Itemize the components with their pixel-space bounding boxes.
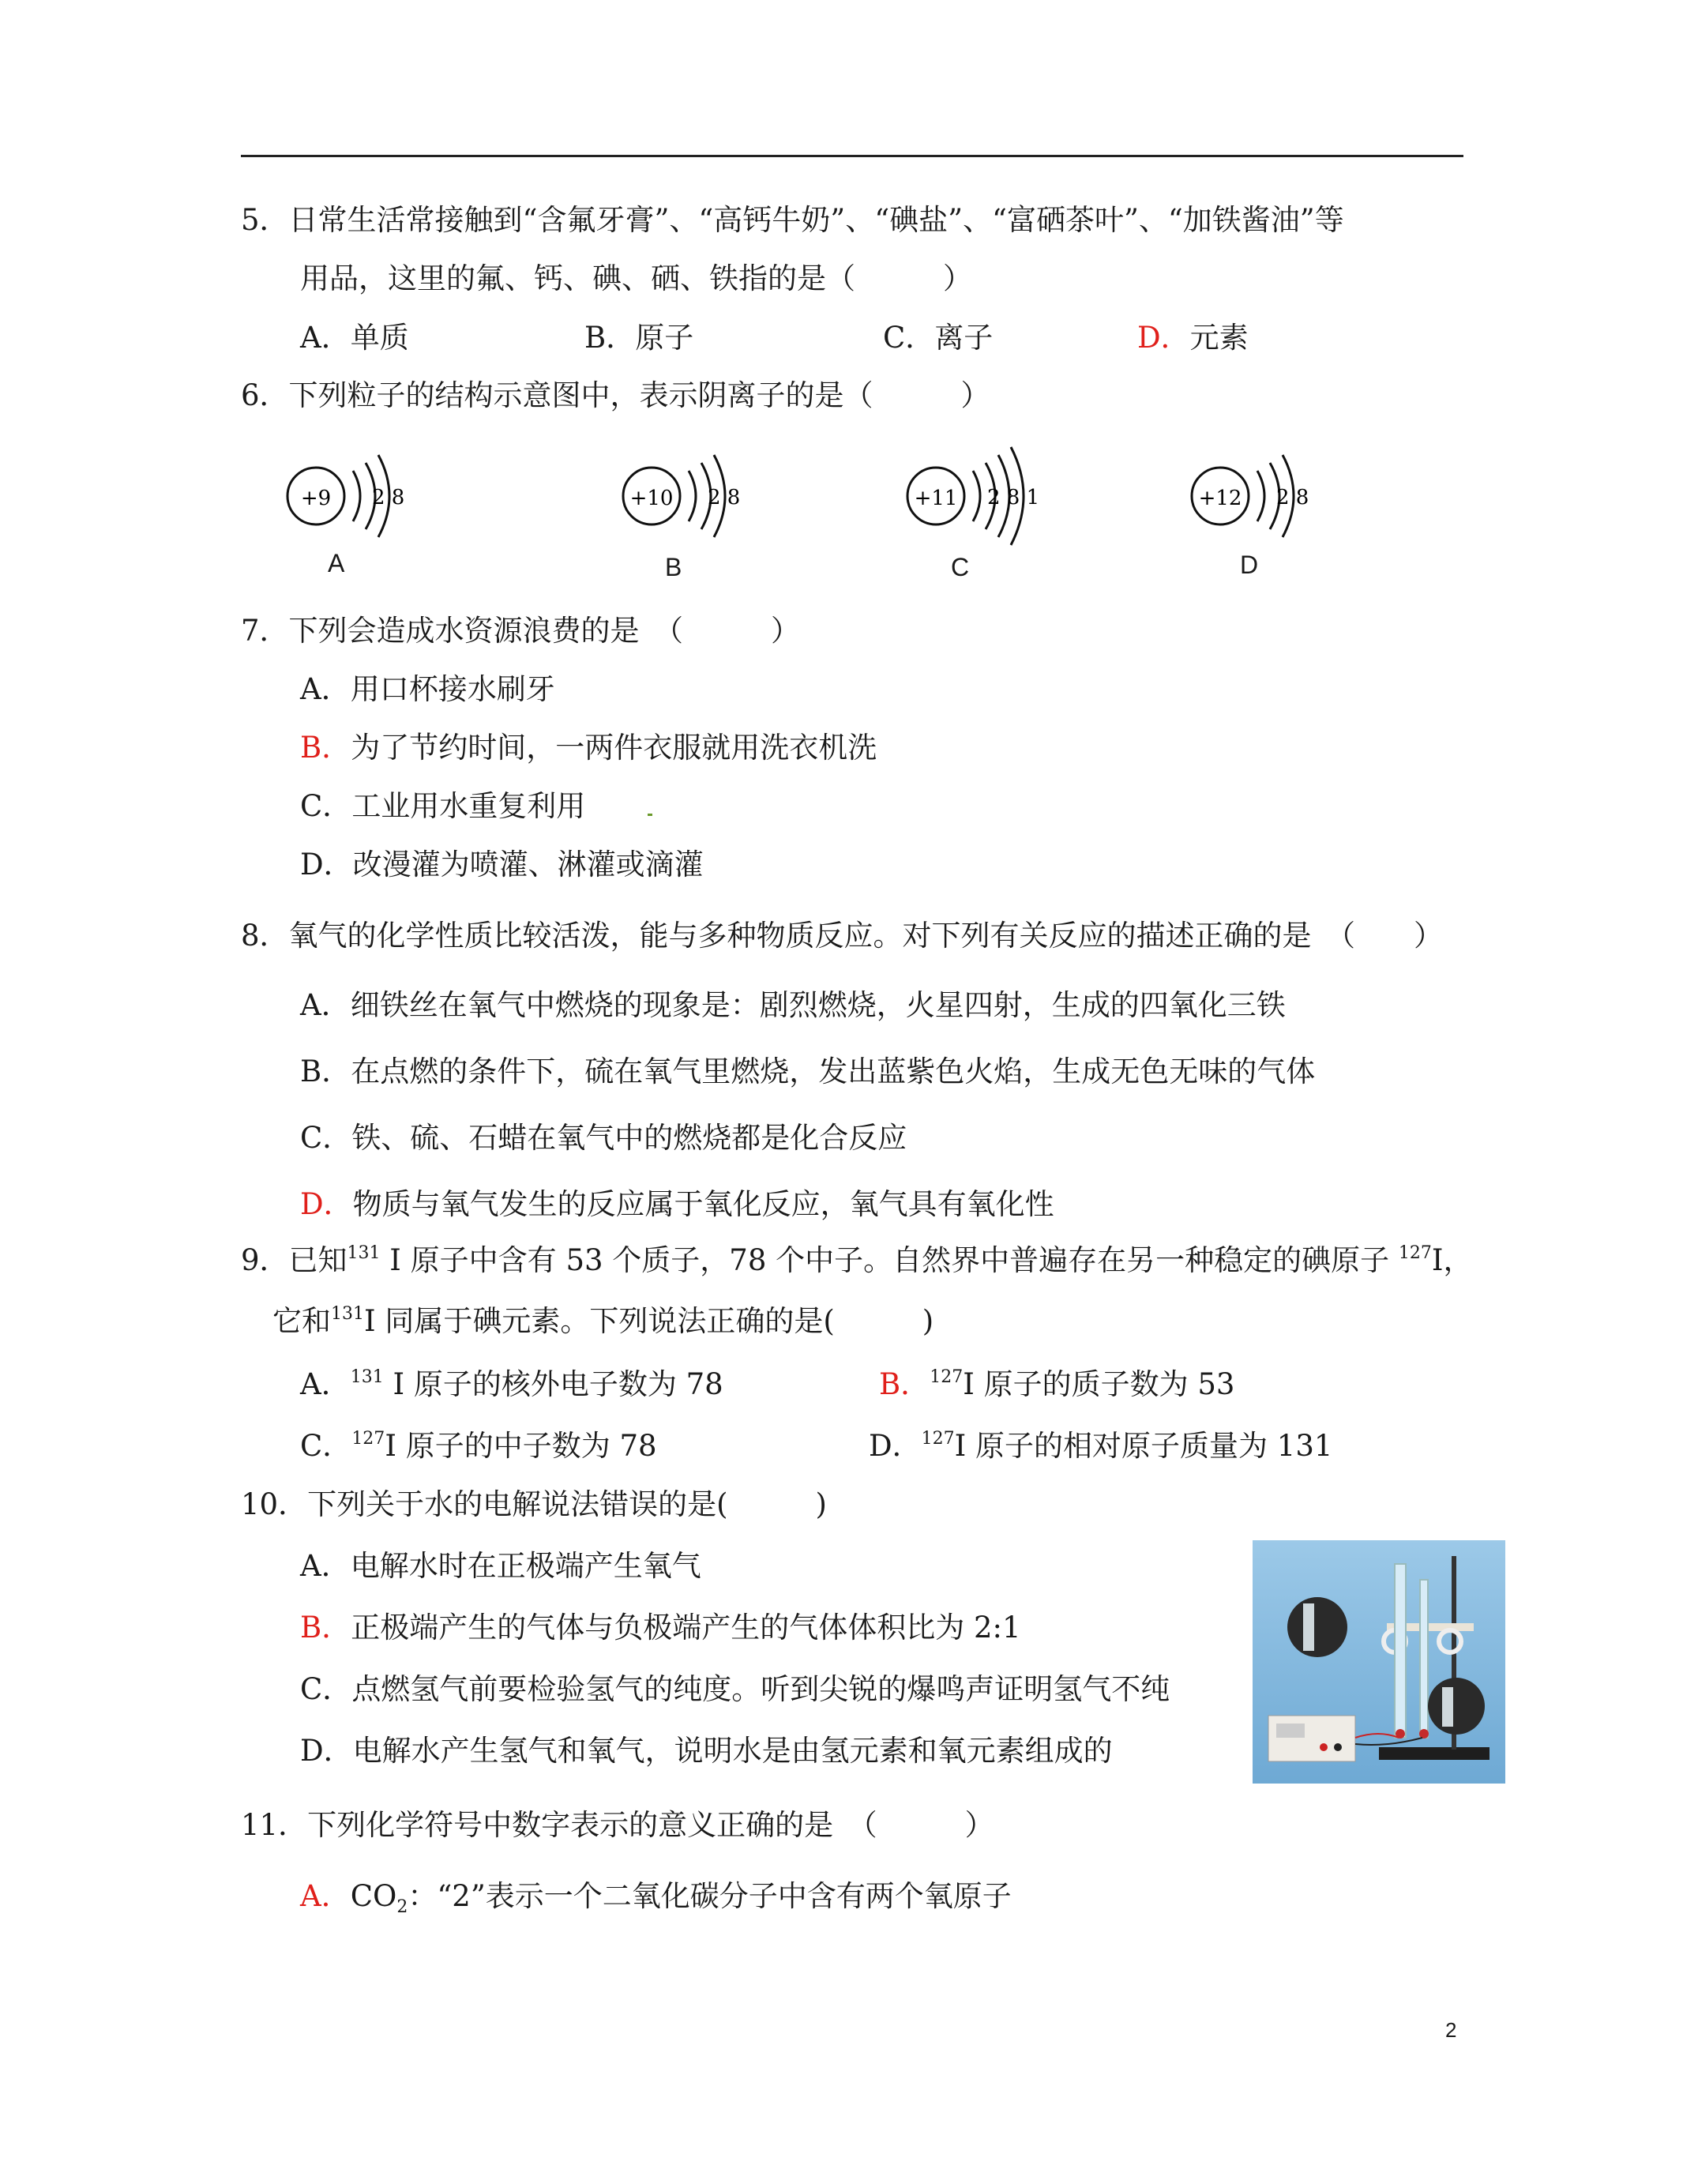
atom-diagram-d bbox=[1185, 433, 1335, 559]
q7-option-b: B．为了节约时间，一两件衣服就用洗衣机洗 bbox=[300, 731, 877, 765]
q9-stem-line1: 9．已知$^{131}$ I 原子中含有 53 个质子，78 个中子。自然界中普遍存在另一种稳定的碘原子 $^{127}$I， bbox=[241, 1243, 1473, 1277]
q11-option-a: A．$CO_2$：“2”表示一个二氧化碳分子中含有两个氧原子 bbox=[300, 1879, 1012, 1917]
q9-option-d: D．$^{127}$I 原子的相对原子质量为 131 bbox=[869, 1429, 1333, 1463]
atom-diagram-b bbox=[616, 433, 766, 559]
page-number: 2 bbox=[1445, 2018, 1457, 2042]
atom-diagram-c bbox=[900, 433, 1050, 559]
q8-option-c: C．铁、硫、石蜡在氧气中的燃烧都是化合反应 bbox=[300, 1121, 907, 1155]
q10-stem: 10．下列关于水的电解说法错误的是( ) bbox=[241, 1487, 827, 1521]
q7-option-d: D．改漫灌为喷灌、淋灌或滴灌 bbox=[300, 848, 704, 881]
diagram-label-a: A bbox=[328, 549, 345, 577]
q7-stem: 7．下列会造成水资源浪费的是 （ ） bbox=[241, 614, 801, 648]
q10-option-d: D．电解水产生氢气和氧气，说明水是由氢元素和氧元素组成的 bbox=[300, 1734, 1113, 1768]
diagram-label-b: B bbox=[665, 553, 682, 581]
nucleus-charge: +10 bbox=[629, 487, 674, 510]
atom-diagram-a bbox=[280, 433, 430, 559]
q8-stem: 8．氧气的化学性质比较活泼，能与多种物质反应。对下列有关反应的描述正确的是 （ ） bbox=[241, 919, 1444, 953]
q7-option-a: A．用口杯接水刷牙 bbox=[300, 672, 555, 706]
nucleus-charge: +12 bbox=[1198, 487, 1242, 510]
q5-stem-line1: 5．日常生活常接触到“含氟牙膏”、“高钙牛奶”、“碘盐”、“富硒茶叶”、“加铁酱油”等 bbox=[241, 203, 1344, 237]
q8-option-d: D．物质与氧气发生的反应属于氧化反应，氧气具有氧化性 bbox=[300, 1187, 1054, 1221]
diagram-label-d: D bbox=[1240, 551, 1259, 579]
q10-option-a: A．电解水时在正极端产生氧气 bbox=[300, 1549, 701, 1583]
electrolysis-apparatus-photo bbox=[1253, 1540, 1505, 1784]
q11-stem: 11．下列化学符号中数字表示的意义正确的是 （ ） bbox=[241, 1808, 994, 1842]
q9-option-b: B．$^{127}$I 原子的质子数为 53 bbox=[879, 1367, 1235, 1401]
green-mark bbox=[648, 814, 652, 816]
diagram-label-c: C bbox=[951, 553, 970, 581]
q10-option-c: C．点燃氢气前要检验氢气的纯度。听到尖锐的爆鸣声证明氢气不纯 bbox=[300, 1672, 1170, 1706]
q8-option-b: B．在点燃的条件下，硫在氧气里燃烧，发出蓝紫色火焰，生成无色无味的气体 bbox=[300, 1054, 1316, 1088]
nucleus-charge: +9 bbox=[300, 487, 332, 510]
q7-option-c: C．工业用水重复利用 bbox=[300, 789, 586, 823]
q8-option-a: A．细铁丝在氧气中燃烧的现象是：剧烈燃烧，火星四射，生成的四氧化三铁 bbox=[300, 988, 1286, 1022]
header-rule bbox=[241, 155, 1463, 157]
q5-option-c: C．离子 bbox=[883, 321, 994, 355]
shell-electrons: 2 8 bbox=[708, 486, 741, 509]
q9-stem-line2: 它和$^{131}$I 同属于碘元素。下列说法正确的是( ) bbox=[272, 1304, 934, 1338]
shell-electrons: 2 8 bbox=[372, 486, 405, 509]
q9-option-c: C．$^{127}$I 原子的中子数为 78 bbox=[300, 1429, 657, 1463]
q6-stem: 6．下列粒子的结构示意图中，表示阴离子的是（ ） bbox=[241, 378, 990, 412]
q9-option-a: A．$^{131}$ I 原子的核外电子数为 78 bbox=[300, 1367, 723, 1401]
q5-option-a: A．单质 bbox=[300, 321, 409, 355]
q10-option-b: B．正极端产生的气体与负极端产生的气体体积比为 2:1 bbox=[300, 1611, 1021, 1645]
q5-stem-line2: 用品，这里的氟、钙、碘、硒、铁指的是（ ） bbox=[300, 261, 972, 295]
q5-option-b: B．原子 bbox=[584, 321, 694, 355]
shell-electrons: 2 8 bbox=[1276, 486, 1309, 509]
nucleus-charge: +11 bbox=[914, 487, 958, 510]
shell-electrons: 2 8 1 bbox=[987, 486, 1040, 509]
q5-option-d: D．元素 bbox=[1137, 321, 1249, 355]
